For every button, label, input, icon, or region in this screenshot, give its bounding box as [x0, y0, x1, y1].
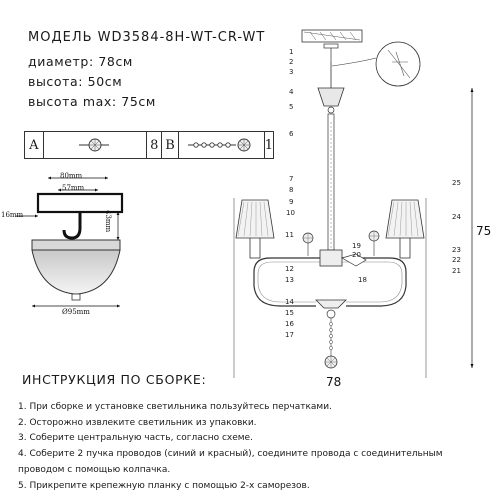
mounting-hook-drawing: [14, 170, 134, 246]
callout-10: 10: [286, 209, 295, 217]
callout-4: 4: [289, 88, 294, 96]
spec-height: высота: 50см: [28, 74, 123, 89]
overall-height-label: 75: [476, 224, 492, 238]
dim-cup-diameter: Ø95mm: [62, 308, 90, 316]
callout-19: 19: [352, 242, 361, 250]
part-b-count: 1: [264, 137, 273, 153]
callout-7: 7: [289, 175, 294, 183]
callout-23: 23: [452, 246, 461, 254]
callout-21: 21: [452, 267, 461, 275]
part-a-image: [44, 132, 148, 158]
part-b-label: B: [162, 132, 179, 158]
callout-24: 24: [452, 213, 461, 221]
callout-17: 17: [285, 331, 294, 339]
callout-5: 5: [289, 103, 294, 111]
instruction-step: 2. Осторожно извлеките светильник из упаковки.: [18, 417, 257, 428]
callout-6: 6: [289, 130, 294, 138]
instruction-step: 5. Прикрепите крепежную планку с помощью 2-х саморезов.: [18, 480, 310, 491]
callout-2: 2: [289, 58, 294, 66]
dim-80mm: 80mm: [60, 172, 83, 180]
callout-18: 18: [358, 276, 367, 284]
callout-8: 8: [289, 186, 294, 194]
callout-25: 25: [452, 179, 461, 187]
callout-1: 1: [289, 48, 294, 56]
spec-height-max: высота max: 75см: [28, 94, 156, 109]
dim-57mm: 57mm: [62, 184, 85, 192]
instructions-list: [18, 400, 488, 494]
callout-22: 22: [452, 256, 461, 264]
dim-16mm: 16mm: [1, 211, 24, 219]
callout-3: 3: [289, 68, 294, 76]
instruction-step: 1. При сборке и установке светильника пользуйтесь перчатками.: [18, 402, 332, 412]
instruction-step: 3. Соберите центральную часть, согласно схеме.: [18, 433, 253, 444]
instructions-title: ИНСТРУКЦИЯ ПО СБОРКЕ:: [22, 372, 207, 387]
ceiling-cup-drawing: [28, 236, 124, 318]
callout-20: 20: [352, 251, 361, 259]
instruction-step: 4. Соберите 2 пучка проводов (синий и красный), соедините провода с соединительным проводом с помощью колпачка.: [18, 449, 443, 475]
spec-diameter: диаметр: 78см: [28, 54, 133, 69]
callout-9: 9: [289, 198, 294, 206]
callout-14: 14: [285, 298, 294, 306]
callout-15: 15: [285, 309, 294, 317]
callout-11: 11: [285, 231, 294, 239]
callout-16: 16: [285, 320, 294, 328]
model-title: МОДЕЛЬ WD3584-8H-WT-CR-WT: [28, 30, 266, 45]
callout-12: 12: [285, 265, 294, 273]
chandelier-drawing: [220, 22, 490, 378]
part-a-count: 8: [147, 132, 162, 158]
dim-43mm: 43mm: [104, 210, 112, 233]
part-a-label: A: [25, 132, 44, 158]
overall-width-label: 78: [326, 375, 342, 389]
callout-13: 13: [285, 276, 294, 284]
crystal-ball-icon: [75, 137, 115, 153]
